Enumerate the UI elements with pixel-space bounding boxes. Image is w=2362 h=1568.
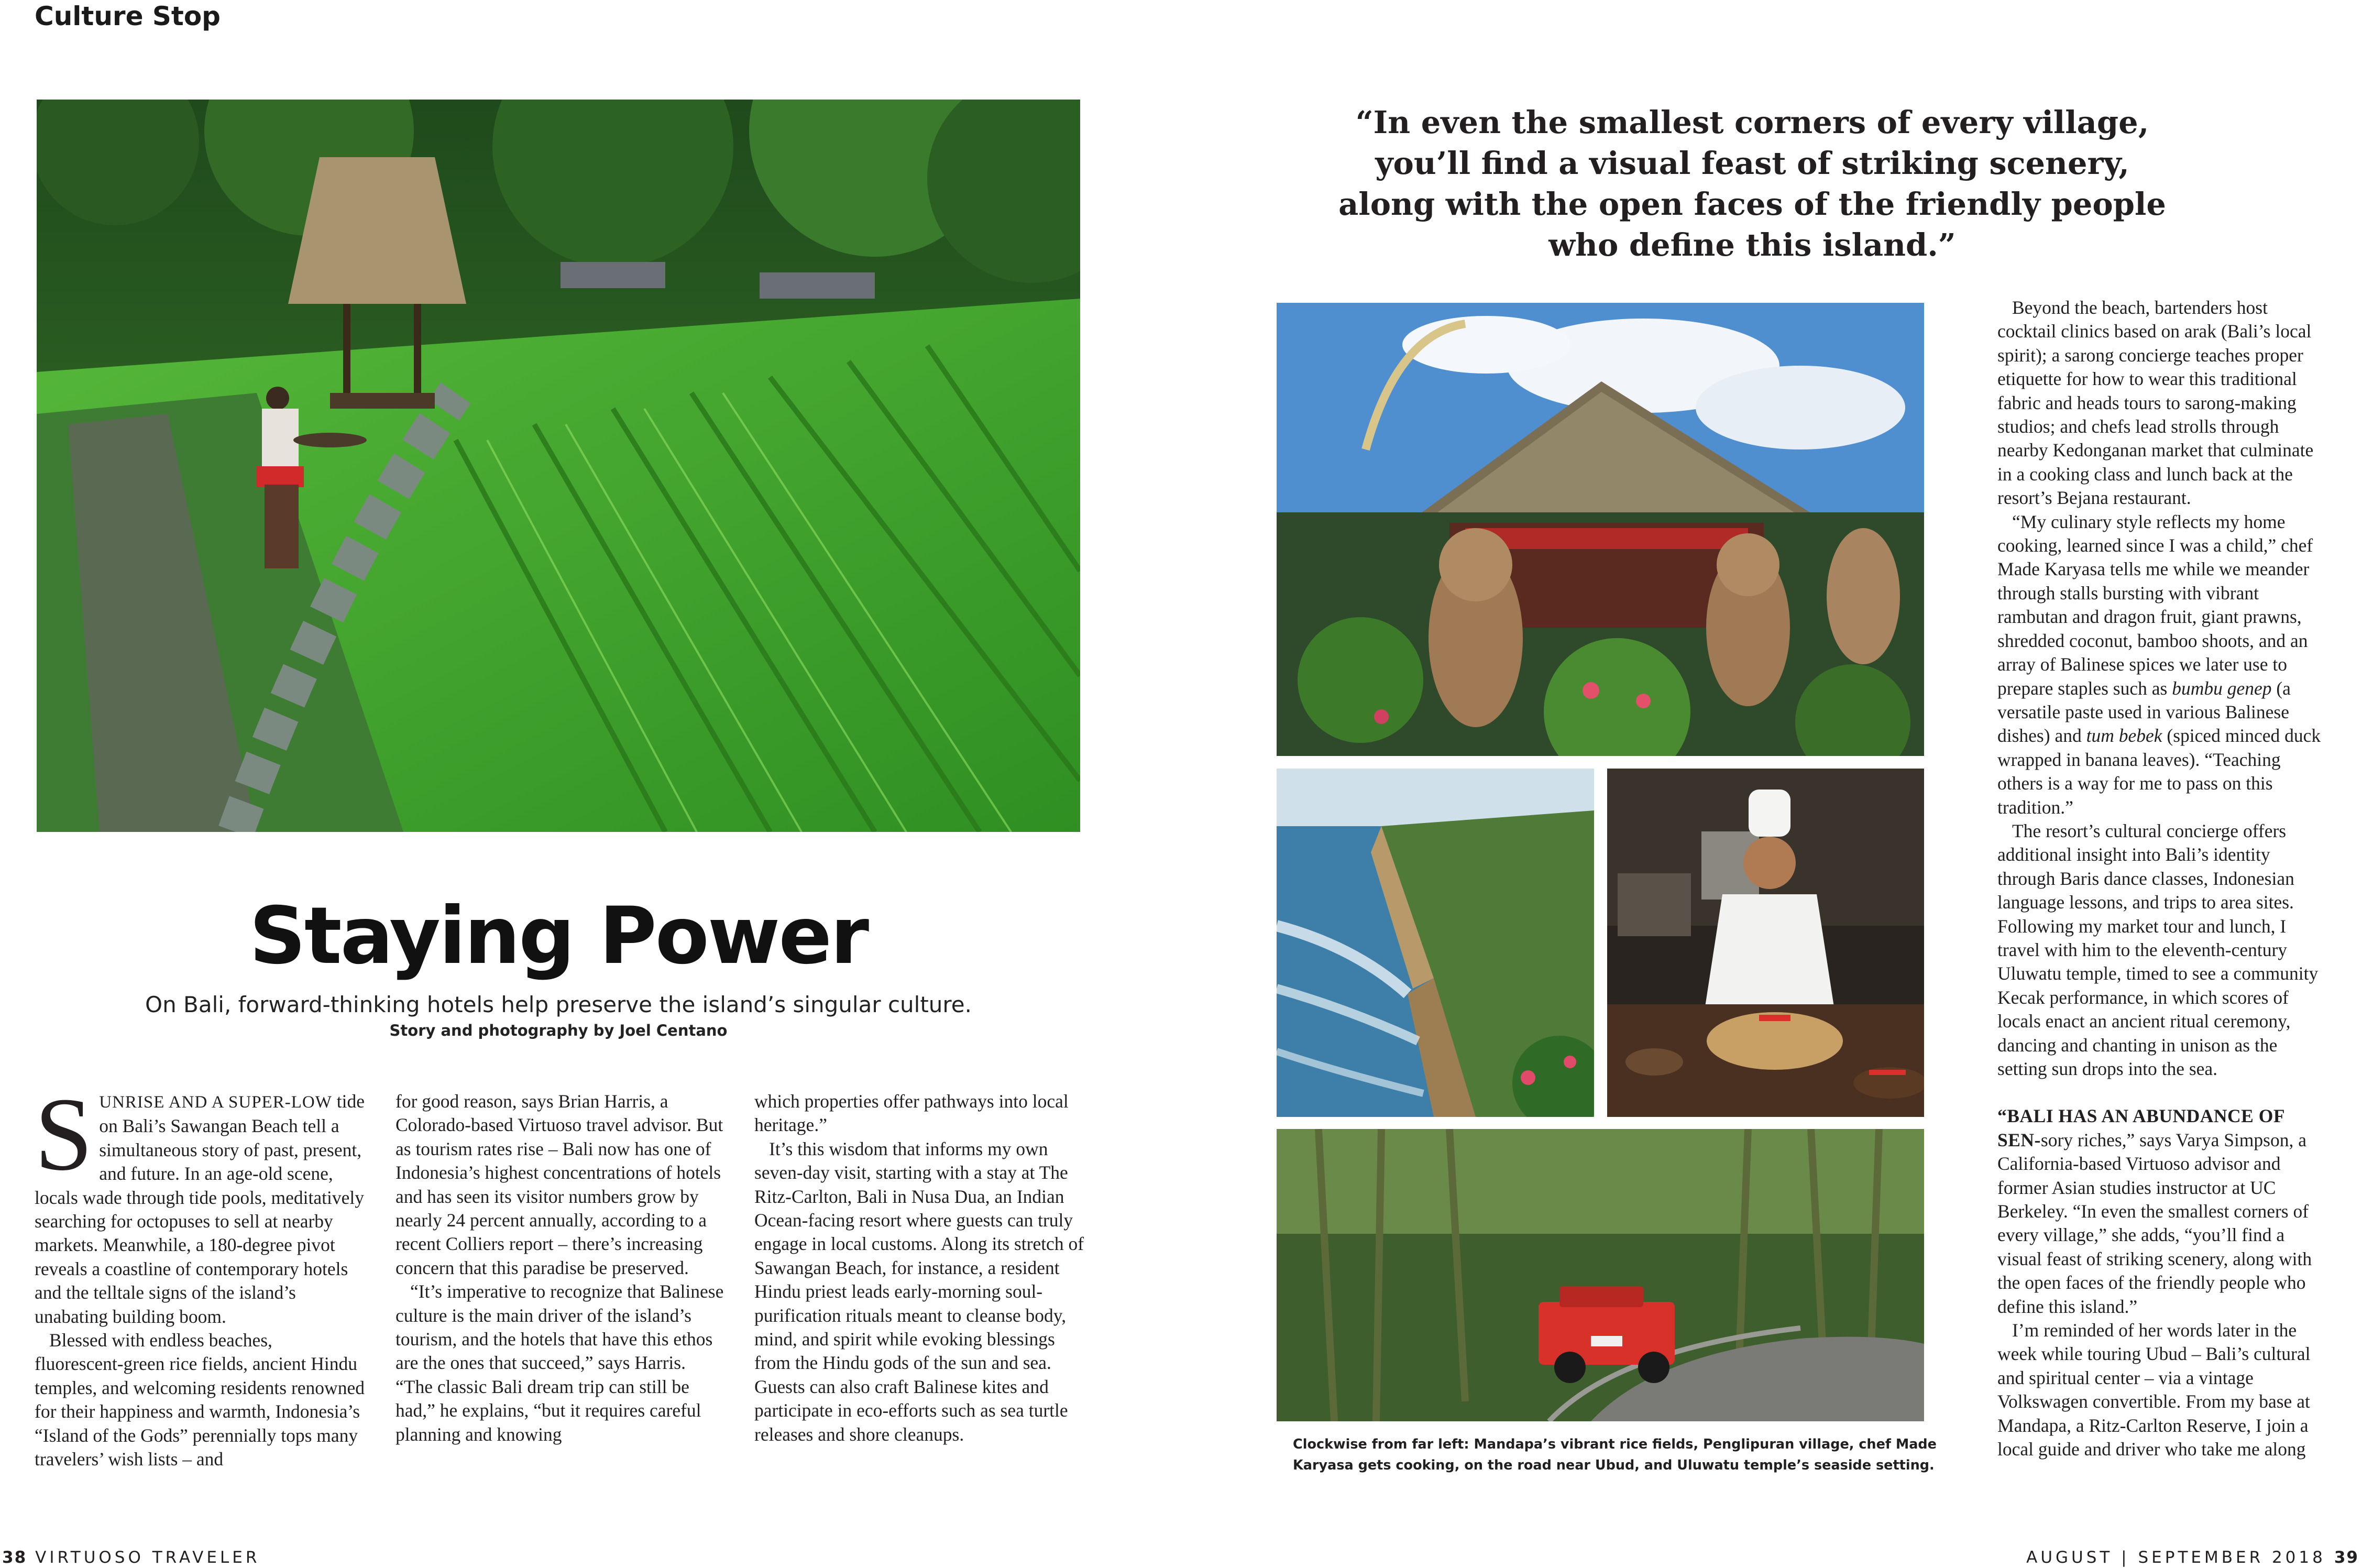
italic-term: tum bebek (2086, 725, 2162, 747)
photo-rice-fields (37, 100, 1080, 832)
paragraph: “It’s imperative to recognize that Balinese culture is the main driver of the island’s tourism, and the hotels that have this ethos are the ones that succeed,” says Harris. “The classic Bali dream trip can still be had,” he explains, “but it requires careful planning and knowing (396, 1281, 724, 1445)
body-column-2 (396, 1090, 726, 1446)
folio-right (2026, 1548, 2359, 1567)
byline: Story and photography by Joel Centano (389, 1022, 728, 1039)
paragraph: Blessed with endless beaches, fluorescent-green rice fields, ancient Hindu temples, and welcoming residents renowned for their happiness and warmth, Indonesia’s “Island of the Gods” perennially tops many travelers’ wish lists – and (35, 1330, 365, 1470)
paragraph: I’m reminded of her words later in the week while touring Ubud – Bali’s cultural and spiritual center – via a vintage Volkswagen convertible. From my base at Mandapa, a Ritz-Carlton Reserve, I join a local guide and driver who take me along (1997, 1320, 2311, 1460)
paragraph: tide on Bali’s Sawangan Beach tell a simultaneous story of past, present, and future. In an age-old scene, locals wade through tide pools, meditatively searching for octopuses to sell at nearby markets. Meanwhile, a 180-degree pivot reveals a coastline of contemporary hotels and the telltale signs of the island’s unabating building boom. (35, 1091, 365, 1327)
paragraph: Beyond the beach, bartenders host cocktail clinics based on arak (Bali’s local spirit); a sarong concierge teaches proper etiquette for how to wear this traditional fabric and heads tours to sarong-making studios; and chefs lead strolls through nearby Kedonganan market that culminate in a cooking class and lunch back at the resort’s Bejana restaurant. (1997, 297, 2314, 509)
photo-uluwatu-cliffs (1277, 769, 1594, 1117)
page-number-right: 39 (2334, 1548, 2359, 1567)
photo-caption: Clockwise from far left: Mandapa’s vibrant rice fields, Penglipuran village, chef Made Karyasa gets cooking, on the road near Ubud, and Uluwatu temple’s seaside setting. (1293, 1437, 1937, 1473)
photo-penglipuran-village (1277, 303, 1924, 756)
paragraph: (a versatile paste used in various Balinese dishes) and (1997, 677, 2291, 747)
body-column-3 (754, 1090, 1084, 1446)
paragraph: sory riches,” says Varya Simpson, a California-based Virtuoso advisor and former Asian studies instructor at UC Berkeley. “In even the smallest corners of every village,” she adds, “you’ll find a visual feast of striking scenery, along with the open faces of the friendly people who define this island.” (1997, 1129, 2312, 1317)
paragraph: The resort’s cultural concierge offers additional insight into Bali’s identity through Baris dance classes, Indonesian language lessons, and trips to area sites. Following my market tour and lunch, I travel with him to the eleventh-century Uluwatu temple, timed to see a community Kecak performance, in which scores of locals enact an ancient ritual ceremony, dancing and chanting in unison as the setting sun drops into the sea. (1997, 820, 2319, 1079)
paragraph: for good reason, says Brian Harris, a Colorado-based Virtuoso travel advisor. But as tourism rates rise – Bali now has one of Indonesia’s highest concentrations of hotels and has seen its visitor numbers grow by nearly 24 percent annually, according to a recent Colliers report – there’s increasing concern that this paradise be preserved. (396, 1091, 723, 1278)
italic-term: bumbu genep (2172, 677, 2272, 699)
photo-chef-cooking (1607, 769, 1924, 1117)
section-lead-in: “BALI HAS AN ABUNDANCE OF SEN- (1997, 1105, 2284, 1150)
page-number-left: 38 (2, 1548, 27, 1567)
lead-smallcaps: UNRISE AND A SUPER-LOW (99, 1093, 332, 1112)
issue-date: AUGUST | SEPTEMBER 2018 (2026, 1548, 2326, 1567)
paragraph: “My culinary style reflects my home cooking, learned since I was a child,” chef Made Karyasa tells me while we meander through stalls bursting with vibrant rambutan and dragon fruit, giant prawns, shredded coconut, bamboo shoots, and an array of Balinese spices we later use to prepare staples such as (1997, 511, 2313, 699)
folio-left (2, 1548, 260, 1567)
section-label: Culture Stop (35, 1, 221, 31)
dek: On Bali, forward-thinking hotels help preserve the island’s singular culture. (145, 992, 972, 1017)
body-column-1 (35, 1077, 365, 1472)
paragraph: (spiced minced duck wrapped in banana leaves). “Teaching others is a way for me to pass on this tradition.” (1997, 725, 2321, 818)
photo-road-near-ubud (1277, 1129, 1924, 1421)
paragraph: It’s this wisdom that informs my own seven-day visit, starting with a stay at The Ritz-Carlton, Bali in Nusa Dua, an Indian Ocean-facing resort where guests can truly engage in local customs. Along its stretch of Sawangan Beach, for instance, a resident Hindu priest leads early-morning soul-purification rituals meant to cleanse body, mind, and spirit while evoking blessings from the Hindu gods of the sun and sea. Guests can also craft Balinese kites and participate in eco-efforts such as sea turtle releases and shore cleanups. (754, 1138, 1084, 1445)
body-column-4 (1997, 296, 2327, 1462)
headline: Staying Power (249, 891, 868, 982)
paragraph: which properties offer pathways into local heritage.” (754, 1091, 1069, 1136)
pull-quote: “In even the smallest corners of every village, you’ll find a visual feast of striking scenery, along with the open faces of the friendly people who define this island.” (1338, 104, 2166, 263)
drop-cap: S (35, 1077, 93, 1192)
publication-name: VIRTUOSO TRAVELER (35, 1548, 260, 1567)
